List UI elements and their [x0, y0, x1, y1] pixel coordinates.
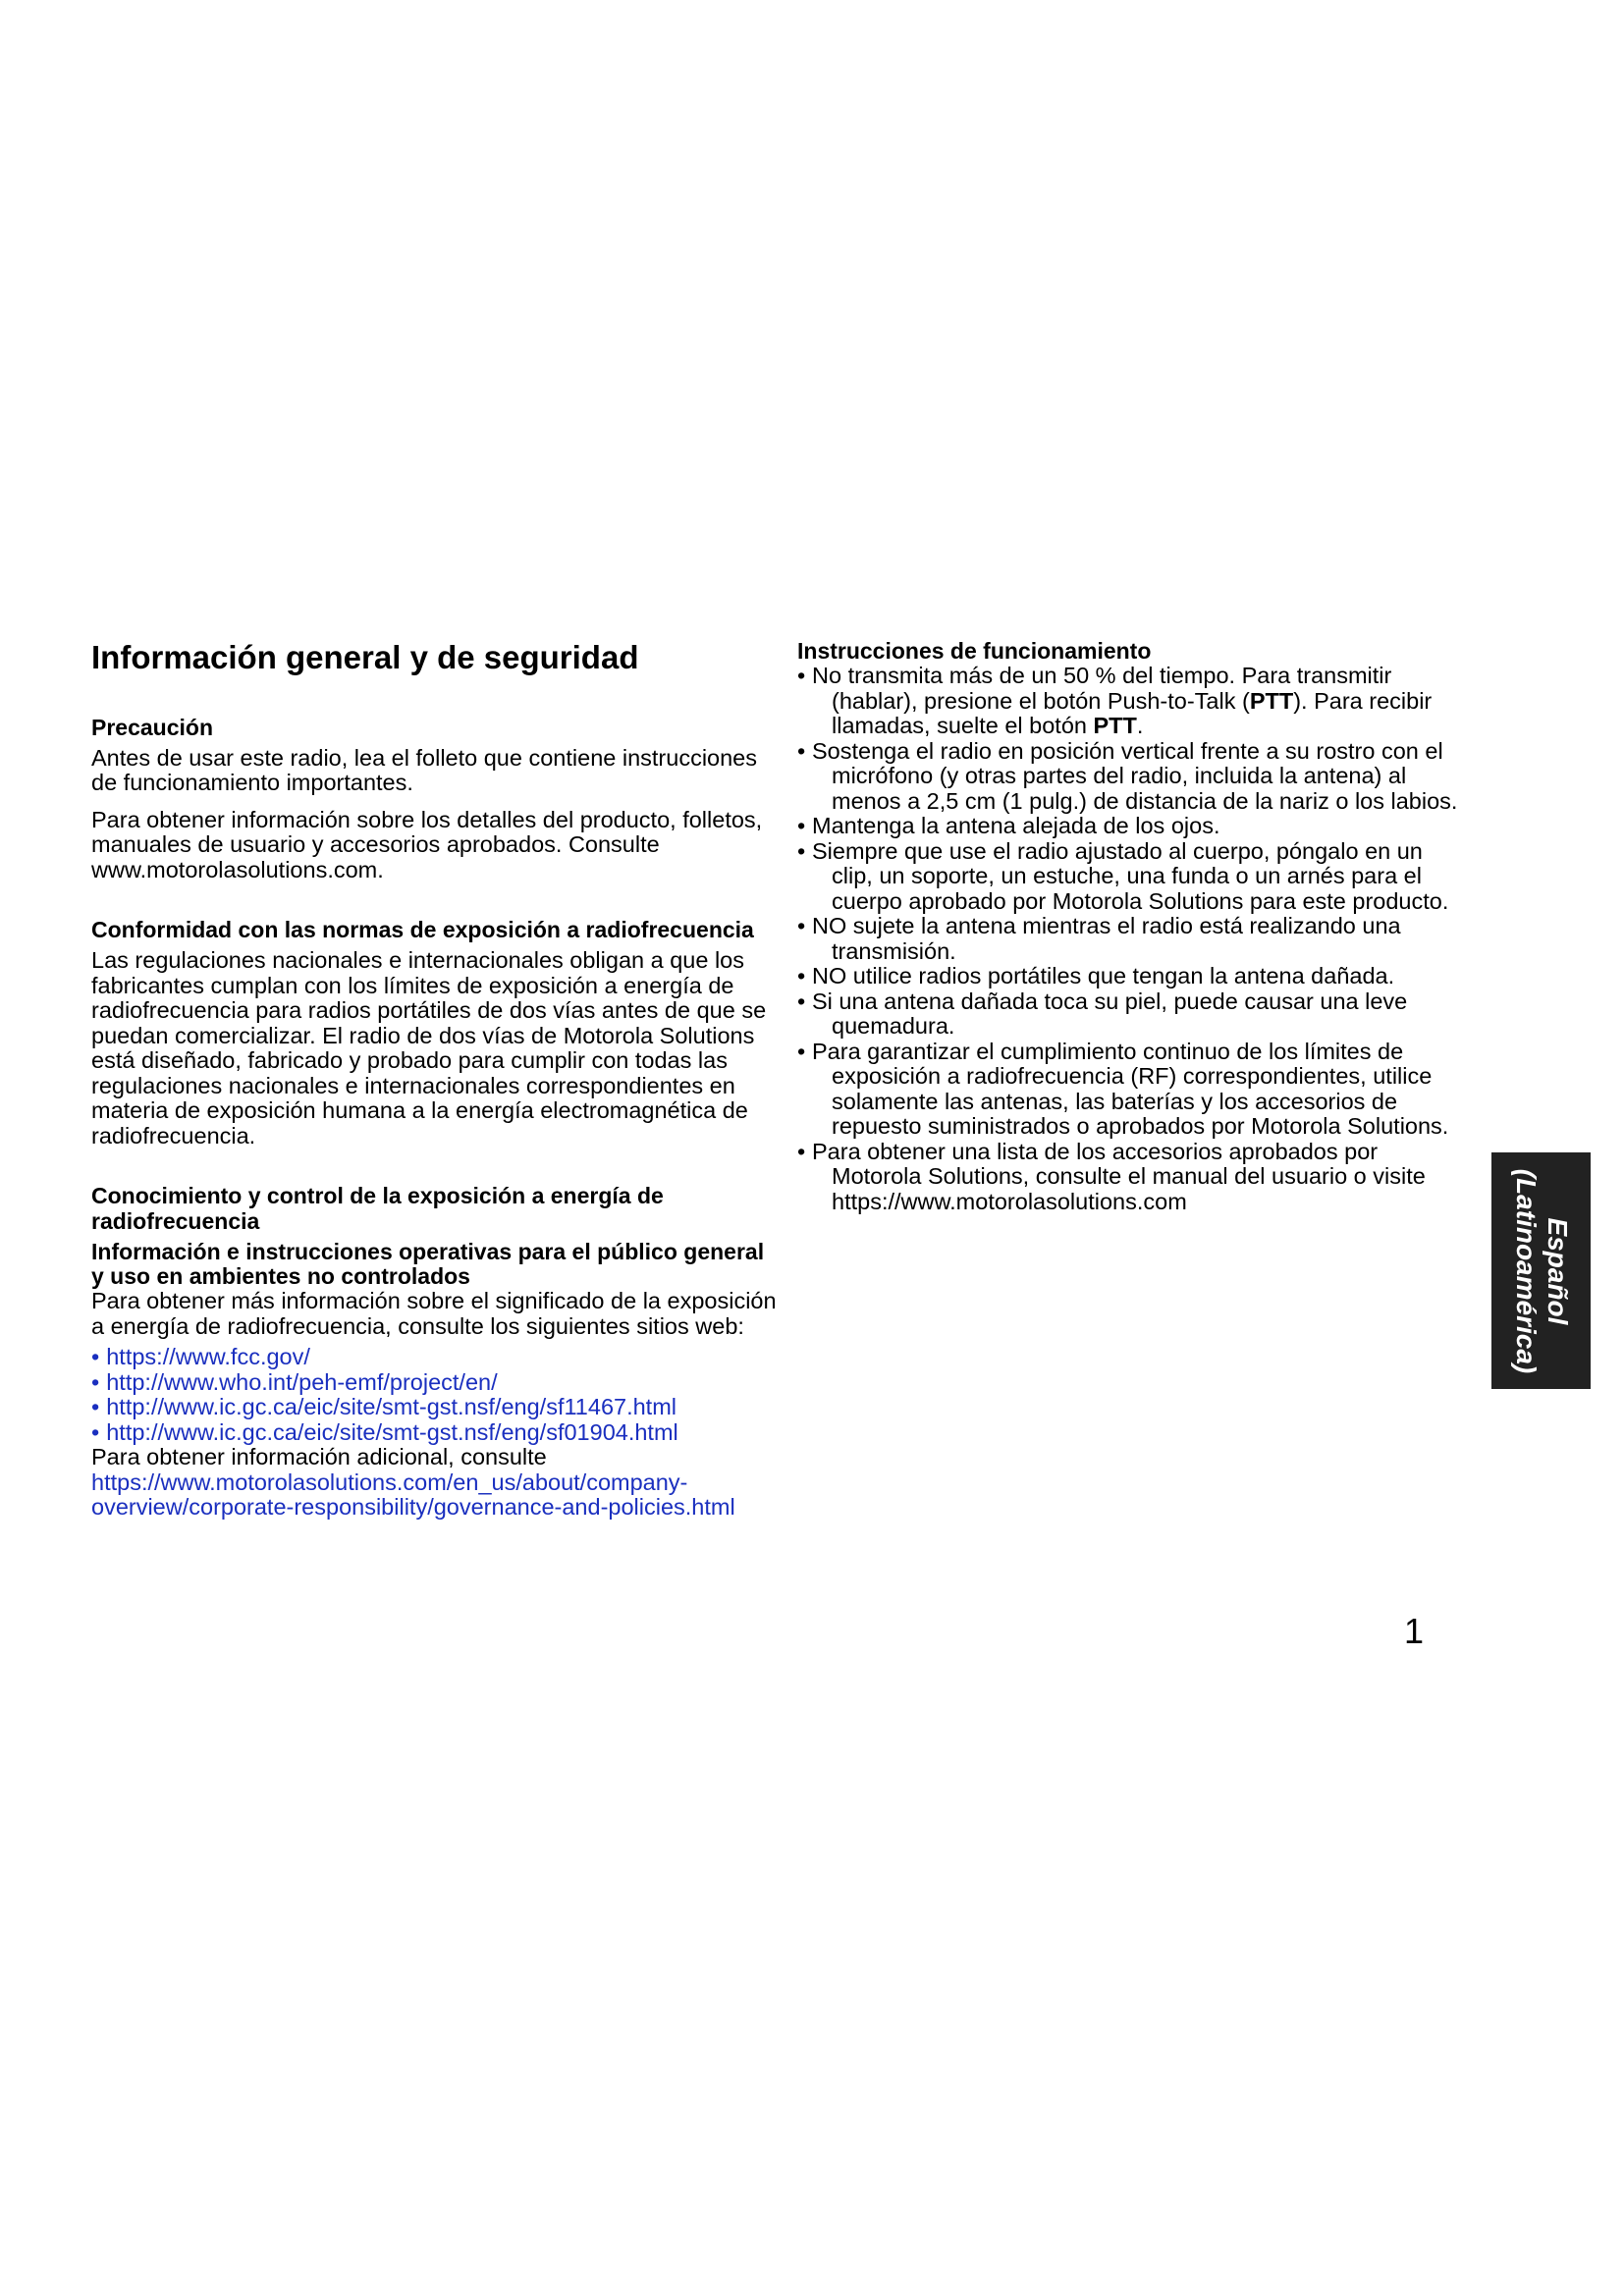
instrucciones-heading: Instrucciones de funcionamiento — [797, 638, 1152, 664]
language-tab — [1491, 1152, 1591, 1389]
reference-link-item[interactable] — [91, 1345, 779, 1370]
reference-link-item[interactable] — [91, 1395, 779, 1420]
instruccion-item: • NO utilice radios portátiles que tengan la antena dañada. — [797, 964, 1465, 989]
page-number: 1 — [1404, 1611, 1425, 1651]
ic-sf01904-link[interactable]: http://www.ic.gc.ca/eic/site/smt-gst.nsf/eng/sf01904.html — [106, 1418, 678, 1445]
ic-sf11467-link[interactable]: http://www.ic.gc.ca/eic/site/smt-gst.nsf/eng/sf11467.html — [106, 1394, 677, 1420]
conformidad-heading: Conformidad con las normas de exposición a radiofrecuencia — [91, 917, 754, 943]
instrucciones-list — [797, 664, 1465, 1214]
conocimiento-subheading: Información e instrucciones operativas para el público general y uso en ambientes no controlados — [91, 1239, 765, 1290]
reference-links-list — [91, 1345, 779, 1445]
precaucion-heading: Precaución — [91, 714, 213, 740]
language-tab-label — [1510, 1168, 1573, 1373]
language-tab-line-2: (Latinoamérica) — [1510, 1168, 1542, 1373]
instruccion-item: • Mantenga la antena alejada de los ojos. — [797, 814, 1465, 839]
instruccion-item: • Sostenga el radio en posición vertical frente a su rostro con el micrófono (y otras partes del radio, incluida la antena) al menos a 2,5 cm (1 pulg.) de distancia de la nariz o los labios. — [797, 739, 1465, 815]
page-title: Información general y de seguridad — [91, 639, 639, 675]
reference-link-item[interactable] — [91, 1420, 779, 1446]
conocimiento-paragraph-1: Para obtener más información sobre el significado de la exposición a energía de radiofrecuencia, consulte los siguientes sitios web: — [91, 1288, 777, 1339]
instruccion-item: • Si una antena dañada toca su piel, puede causar una leve quemadura. — [797, 989, 1465, 1040]
instruccion-item: • Para obtener una lista de los accesorios aprobados por Motorola Solutions, consulte el manual del usuario o visite https://www.motorolasolutions.com — [797, 1140, 1465, 1215]
conformidad-paragraph: Las regulaciones nacionales e internacionales obligan a que los fabricantes cumplan con los límites de exposición a energía de radiofrecuencia para radios portátiles de dos vías antes de que se puedan comercializar. El radio de dos vías de Motorola Solutions está diseñado, fabricado y probado para cumplir con todas las regulaciones nacionales e internacionales correspondientes en materia de exposición humana a la energía electromagnética de radiofrecuencia. — [91, 947, 767, 1148]
conocimiento-paragraph-2: Para obtener información adicional, consulte — [91, 1444, 547, 1470]
who-link[interactable]: http://www.who.int/peh-emf/project/en/ — [106, 1368, 498, 1395]
instruccion-item: • Para garantizar el cumplimiento continuo de los límites de exposición a radiofrecuencia (RF) correspondientes, utilice solamente las antenas, las baterías y los accesorios de repuesto suministrados o aprobados por Motorola Solutions. — [797, 1040, 1465, 1140]
left-column — [91, 638, 779, 1521]
governance-link[interactable]: https://www.motorolasolutions.com/en_us/about/company-overview/corporate-responsibility/governance-and-policies.html — [91, 1468, 735, 1521]
language-tab-line-1: Español — [1542, 1217, 1573, 1324]
conocimiento-heading: Conocimiento y control de la exposición a energía de radiofrecuencia — [91, 1183, 664, 1235]
instruccion-item: • NO sujete la antena mientras el radio está realizando una transmisión. — [797, 914, 1465, 964]
precaucion-paragraph-1: Antes de usar este radio, lea el folleto que contiene instrucciones de funcionamiento importantes. — [91, 744, 758, 796]
right-column — [797, 638, 1465, 1214]
fcc-link[interactable]: https://www.fcc.gov/ — [106, 1344, 310, 1370]
instruccion-item-transmit: • No transmita más de un 50 % del tiempo. Para transmitir (hablar), presione el botón Push-to-Talk (PTT). Para recibir llamadas, suelte el botón PTT. — [797, 664, 1465, 739]
precaucion-paragraph-2: Para obtener información sobre los detalles del producto, folletos, manuales de usuario y accesorios aprobados. Consulte www.motorolasolutions.com. — [91, 806, 763, 882]
instruccion-item: • Siempre que use el radio ajustado al cuerpo, póngalo en un clip, un soporte, un estuche, una funda o un arnés para el cuerpo aprobado por Motorola Solutions para este producto. — [797, 839, 1465, 915]
reference-link-item[interactable] — [91, 1370, 779, 1396]
